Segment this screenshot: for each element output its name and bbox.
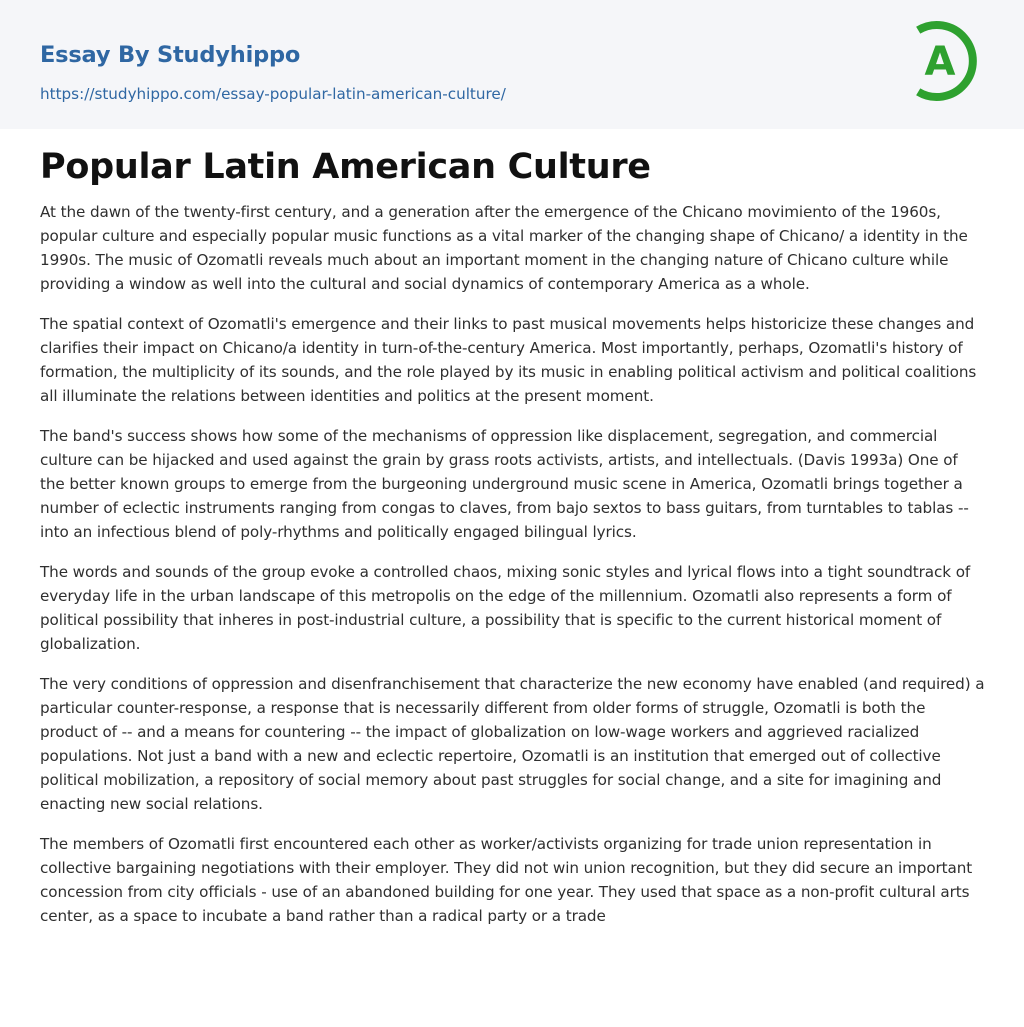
paragraph-6: The members of Ozomatli first encountered each other as worker/activists organizing for trade union representation in collective bargaining negotiations with their employer. They did not win union recognition, but they did secure an important concession from city officials - use of an abandoned building for one year. They used that space as a non-profit cultural arts center, as a space to incubate a band rather than a radical party or a trade xyxy=(40,835,973,925)
site-brand[interactable]: Essay By Studyhippo xyxy=(40,42,301,68)
paragraph-4: The words and sounds of the group evoke a controlled chaos, mixing sonic styles and lyrical flows into a tight soundtrack of everyday life in the urban landscape of this metropolis on the edge of the millennium. Ozomatli also represents a form of political possibility that inheres in post-industrial culture, a possibility that is specific to the current historical moment of globalization. xyxy=(40,563,971,653)
logo-letter: A xyxy=(924,39,956,85)
page-title: Popular Latin American Culture xyxy=(40,147,651,187)
site-header xyxy=(0,0,1024,129)
paragraph-3: The band's success shows how some of the mechanisms of oppression like displacement, segregation, and commercial culture can be hijacked and used against the grain by grass roots activists, artists, and intellectuals. (Davis 1993a) One of the better known groups to emerge from the burgeoning underground music scene in America, Ozomatli brings together a number of eclectic instruments ranging from congas to claves, from bajo sextos to bass guitars, from turntables to tablas -- into an infectious blend of poly-rhythms and politically engaged bilingual lyrics. xyxy=(40,427,969,541)
studyhippo-logo-icon[interactable] xyxy=(906,16,990,106)
paragraph-1: At the dawn of the twenty-first century, and a generation after the emergence of the Chicano movimiento of the 1960s, popular culture and especially popular music functions as a vital marker of the changing shape of Chicano/ a identity in the 1990s. The music of Ozomatli reveals much about an important moment in the changing nature of Chicano culture while providing a window as well into the cultural and social dynamics of contemporary America as a whole. xyxy=(40,203,968,293)
article-body xyxy=(40,143,986,944)
paragraph-5: The very conditions of oppression and disenfranchisement that characterize the new economy have enabled (and required) a particular counter-response, a response that is necessarily different from older forms of struggle, Ozomatli is both the product of -- and a means for countering -- the impact of globalization on low-wage workers and aggrieved racialized populations. Not just a band with a new and eclectic repertoire, Ozomatli is an institution that emerged out of collective political mobilization, a repository of social memory about past struggles for social change, and a site for imagining and enacting new social relations. xyxy=(40,675,985,813)
paragraph-2: The spatial context of Ozomatli's emergence and their links to past musical movements helps historicize these changes and clarifies their impact on Chicano/a identity in turn-of-the-century America. Most importantly, perhaps, Ozomatli's history of formation, the multiplicity of its sounds, and the role played by its music in enabling political activism and political coalitions all illuminate the relations between identities and politics at the present moment. xyxy=(40,315,977,405)
essay-url-link[interactable]: https://studyhippo.com/essay-popular-latin-american-culture/ xyxy=(40,85,506,103)
